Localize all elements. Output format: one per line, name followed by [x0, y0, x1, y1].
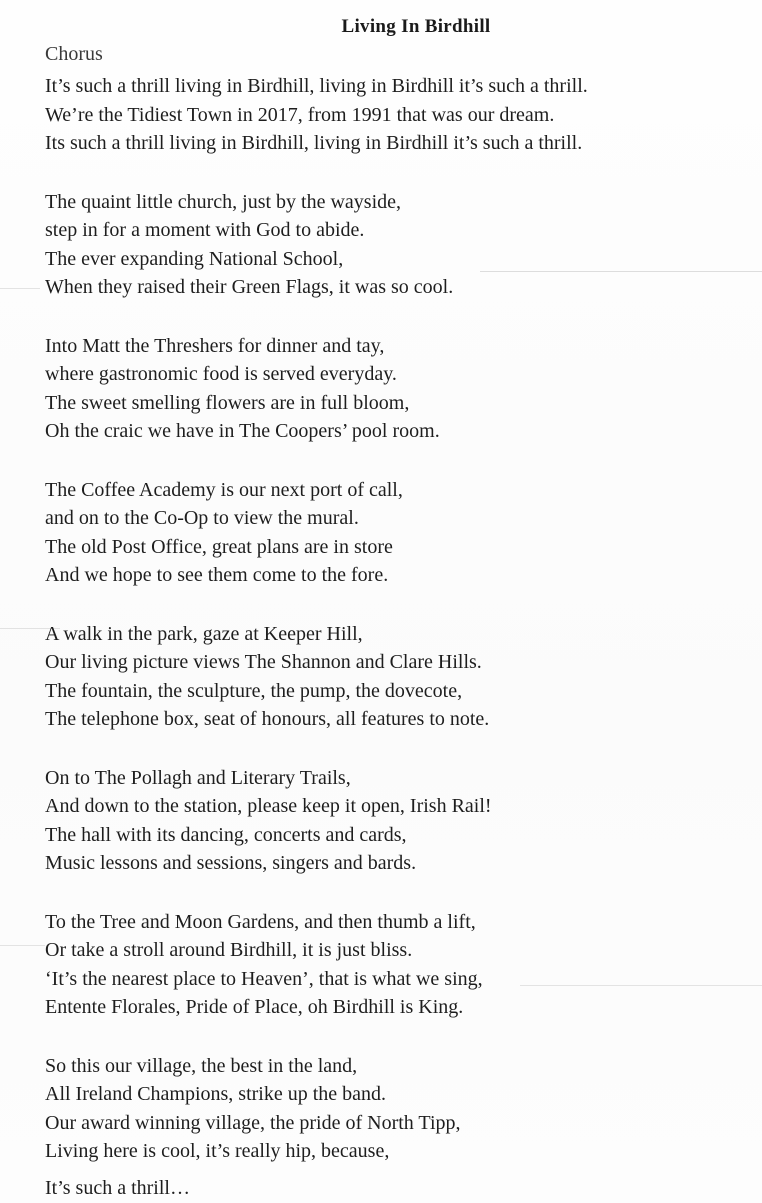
stanza	[45, 764, 757, 878]
poem-line: Our living picture views The Shannon and Clare Hills.	[45, 651, 482, 673]
stanza	[45, 72, 757, 158]
poem-line: Music lessons and sessions, singers and bards.	[45, 852, 417, 874]
chorus-label: Chorus	[45, 43, 103, 65]
poem-line: So this our village, the best in the land,	[45, 1054, 358, 1077]
poem-line: On to The Pollagh and Literary Trails,	[45, 766, 351, 789]
poem-line: step in for a moment with God to abide.	[45, 219, 365, 241]
poem-line: The telephone box, seat of honours, all features to note.	[45, 708, 490, 730]
poem-line: And we hope to see them come to the fore.	[45, 564, 389, 586]
poem-line: where gastronomic food is served everyday.	[45, 363, 397, 385]
stanza	[45, 908, 757, 1022]
poem-line: A walk in the park, gaze at Keeper Hill,	[45, 622, 363, 645]
poem-line: The hall with its dancing, concerts and cards,	[45, 823, 407, 846]
stanza	[45, 188, 757, 302]
stanza	[45, 620, 757, 734]
poem-line: It’s such a thrill living in Birdhill, living in Birdhill it’s such a thrill.	[45, 75, 588, 97]
poem-line: The sweet smelling flowers are in full bloom,	[45, 391, 410, 414]
stanza	[45, 476, 757, 590]
poem-line: Entente Florales, Pride of Place, oh Birdhill is King.	[45, 996, 464, 1018]
poem-title: Living In Birdhill	[341, 16, 491, 37]
poem-line: and on to the Co-Op to view the mural.	[45, 507, 359, 529]
paper-fold-mark	[0, 945, 45, 946]
poem-body	[45, 72, 757, 1196]
poem-line: We’re the Tidiest Town in 2017, from 1991 that was our dream.	[45, 103, 555, 126]
stanza	[45, 1052, 757, 1166]
poem-line: The quaint little church, just by the wayside,	[45, 190, 402, 213]
poem-line: Living here is cool, it’s really hip, because,	[45, 1140, 390, 1162]
poem-line: ‘It’s the nearest place to Heaven’, that is what we sing,	[45, 967, 483, 990]
poem-line: Into Matt the Threshers for dinner and tay,	[45, 334, 385, 357]
poem-line: Oh the craic we have in The Coopers’ pool room.	[45, 420, 440, 442]
poem-line: The fountain, the sculpture, the pump, the dovecote,	[45, 679, 463, 702]
poem-line: When they raised their Green Flags, it was so cool.	[45, 276, 454, 298]
paper-fold-mark	[0, 288, 40, 289]
poem-line: The Coffee Academy is our next port of call,	[45, 478, 403, 501]
closing-line: It’s such a thrill…	[45, 1177, 190, 1199]
poem-line: Our award winning village, the pride of North Tipp,	[45, 1111, 461, 1134]
poem-line: Or take a stroll around Birdhill, it is just bliss.	[45, 939, 413, 961]
poem-line: The old Post Office, great plans are in store	[45, 535, 393, 558]
poem-line: All Ireland Champions, strike up the band.	[45, 1083, 387, 1105]
poem-line: To the Tree and Moon Gardens, and then thumb a lift,	[45, 910, 476, 933]
poem-line: Its such a thrill living in Birdhill, living in Birdhill it’s such a thrill.	[45, 132, 583, 154]
stanza	[45, 332, 757, 446]
poem-line: The ever expanding National School,	[45, 247, 344, 270]
poem-line: And down to the station, please keep it open, Irish Rail!	[45, 795, 492, 817]
